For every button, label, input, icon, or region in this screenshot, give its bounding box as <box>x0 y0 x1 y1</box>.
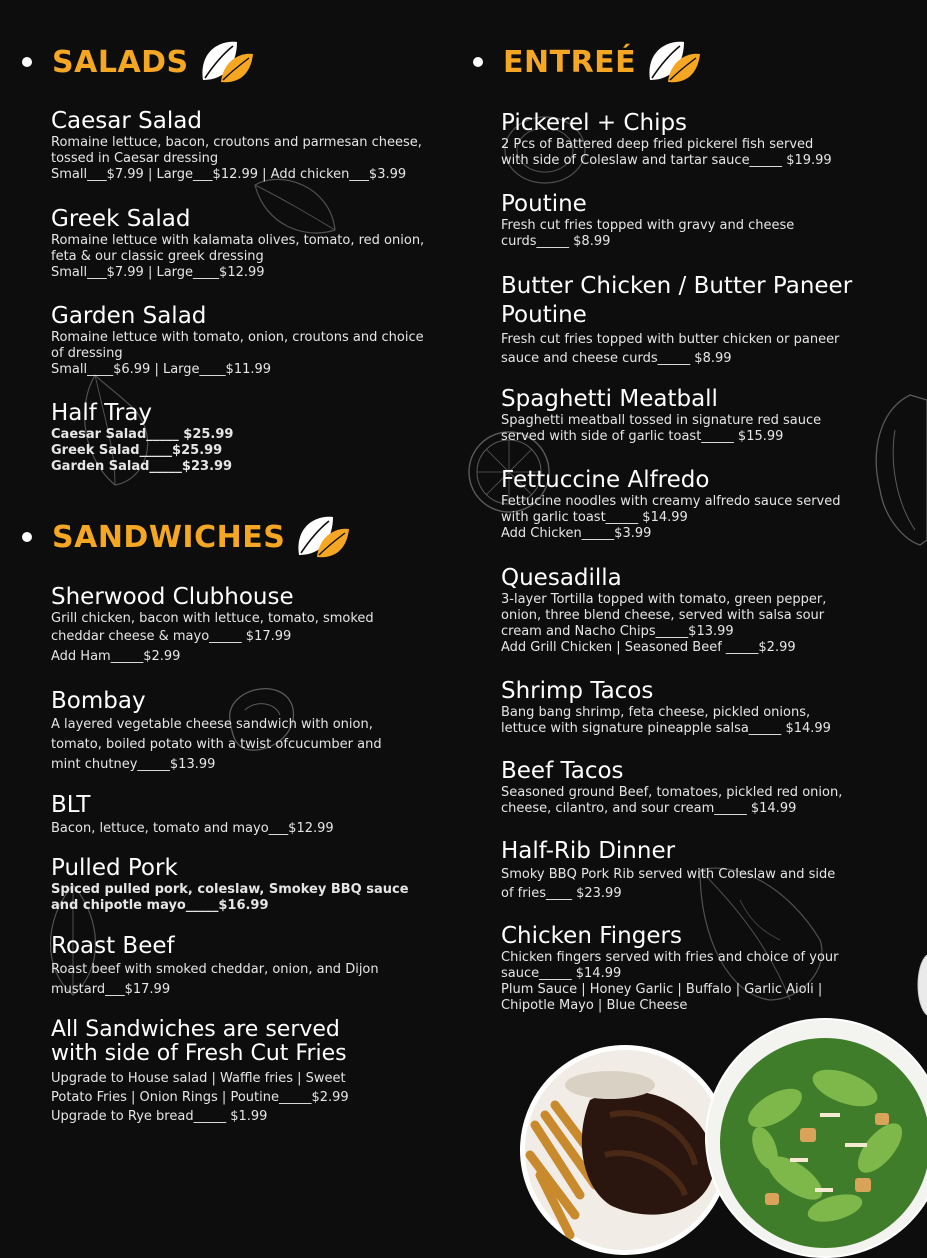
menu-item-roast-beef <box>51 933 461 1000</box>
item-description: onion, three blend cheese, served with salsa sour <box>501 608 825 623</box>
menu-item-spaghetti-meatball <box>501 386 921 445</box>
item-price: of fries____ $23.99 <box>501 886 622 901</box>
item-description: Bang bang shrimp, feta cheese, pickled onions, <box>501 705 811 720</box>
item-sauce-options: Chipotle Mayo | Blue Cheese <box>501 998 688 1013</box>
menu-item-garden-salad <box>51 303 461 378</box>
menu-item-bombay <box>51 688 461 775</box>
item-description: Seasoned ground Beef, tomatoes, pickled red onion, <box>501 785 843 800</box>
item-price: Greek Salad_____$25.99 <box>51 443 223 458</box>
section-title-entree: ENTREÉ <box>503 44 637 80</box>
item-price: mustard___$17.99 <box>51 982 171 997</box>
section-title-salads: SALADS <box>52 44 189 80</box>
item-description: Chicken fingers served with fries and choice of your <box>501 950 839 965</box>
sides-note-title: All Sandwiches are served with side of Fresh Cut Fries <box>51 1017 347 1066</box>
sandwiches-section-header <box>22 515 351 559</box>
item-price: served with side of garlic toast_____ $15.99 <box>501 429 784 444</box>
item-price: Caesar Salad_____ $25.99 <box>51 427 234 442</box>
item-name: Caesar Salad <box>51 108 202 134</box>
item-price: with garlic toast_____ $14.99 <box>501 510 688 525</box>
item-description: of dressing <box>51 346 123 361</box>
item-description: 3-layer Tortilla topped with tomato, green pepper, <box>501 592 827 607</box>
leaf-icon <box>199 40 255 84</box>
item-name: Shrimp Tacos <box>501 678 654 704</box>
item-name: Roast Beef <box>51 933 175 959</box>
item-price: Upgrade to Rye bread_____ $1.99 <box>51 1109 268 1124</box>
item-addon: Add Grill Chicken | Seasoned Beef _____$2.99 <box>501 640 796 655</box>
item-description: tomato, boiled potato with a twist ofcucumber and <box>51 737 382 752</box>
item-price: Small___$7.99 | Large____$12.99 <box>51 265 265 280</box>
item-price: Bacon, lettuce, tomato and mayo___$12.99 <box>51 821 334 836</box>
item-description: 2 Pcs of Battered deep fried pickerel fish served <box>501 137 814 152</box>
item-price: cheddar cheese & mayo_____ $17.99 <box>51 629 292 644</box>
bullet-dot <box>473 57 483 67</box>
menu-item-quesadilla <box>501 565 921 656</box>
item-description: Spaghetti meatball tossed in signature red sauce <box>501 413 822 428</box>
menu-item-half-tray <box>51 400 461 475</box>
item-price: cream and Nacho Chips_____$13.99 <box>501 624 734 639</box>
menu-item-fettuccine-alfredo <box>501 467 921 542</box>
item-price: sauce and cheese curds_____ $8.99 <box>501 351 732 366</box>
item-price: Small___$7.99 | Large___$12.99 | Add chicken___$3.99 <box>51 167 407 182</box>
item-description: Smoky BBQ Pork Rib served with Coleslaw and side <box>501 867 836 882</box>
item-price: lettuce with signature pineapple salsa_____ $14.99 <box>501 721 831 736</box>
item-name: Half Tray <box>51 400 153 426</box>
item-description: Fettucine noodles with creamy alfredo sauce served <box>501 494 841 509</box>
item-name: Half-Rib Dinner <box>501 838 676 864</box>
menu-item-half-rib-dinner <box>501 838 921 903</box>
item-price: and chipotle mayo_____$16.99 <box>51 898 269 913</box>
sandwich-sides-note <box>51 1018 466 1126</box>
menu-item-sherwood-clubhouse <box>51 584 461 665</box>
menu-item-caesar-salad <box>51 108 461 183</box>
item-price: cheese, cilantro, and sour cream_____ $14.99 <box>501 801 797 816</box>
item-description: feta & our classic greek dressing <box>51 249 264 264</box>
item-name: Beef Tacos <box>501 758 624 784</box>
item-description: Fresh cut fries topped with butter chicken or paneer <box>501 332 840 347</box>
item-description: Fresh cut fries topped with gravy and cheese <box>501 218 795 233</box>
menu-item-shrimp-tacos <box>501 678 921 737</box>
item-price: with side of Coleslaw and tartar sauce_____ $19.99 <box>501 153 832 168</box>
item-price: mint chutney_____$13.99 <box>51 757 216 772</box>
caesar-salad-photo <box>705 1018 927 1258</box>
item-description: Roast beef with smoked cheddar, onion, and Dijon <box>51 962 379 977</box>
item-price: Small____$6.99 | Large____$11.99 <box>51 362 272 377</box>
item-description: Grill chicken, bacon with lettuce, tomato, smoked <box>51 611 374 626</box>
item-name: Pickerel + Chips <box>501 110 688 136</box>
item-name: Spaghetti Meatball <box>501 386 718 412</box>
item-sauce-options: Plum Sauce | Honey Garlic | Buffalo | Garlic Aioli | <box>501 982 823 997</box>
item-price: Potato Fries | Onion Rings | Poutine_____$2.99 <box>51 1090 349 1105</box>
leaf-icon <box>295 515 351 559</box>
ribs-and-fries-photo <box>520 1045 730 1255</box>
item-name: Pulled Pork <box>51 855 178 881</box>
item-description: Romaine lettuce with tomato, onion, croutons and choice <box>51 330 424 345</box>
menu-item-chicken-fingers <box>501 923 921 1014</box>
item-price: curds_____ $8.99 <box>501 234 611 249</box>
item-name: BLT <box>51 792 91 818</box>
bullet-dot <box>22 532 32 542</box>
menu-item-pulled-pork <box>51 855 461 914</box>
entree-section-header <box>473 40 702 84</box>
bullet-dot <box>22 57 32 67</box>
item-price: Garden Salad_____$23.99 <box>51 459 233 474</box>
item-addon: Add Chicken_____$3.99 <box>501 526 652 541</box>
item-addon: Add Ham_____$2.99 <box>51 649 181 664</box>
menu-item-pickerel-chips <box>501 110 921 169</box>
menu-item-beef-tacos <box>501 758 921 817</box>
item-name: Greek Salad <box>51 206 191 232</box>
item-description: A layered vegetable cheese sandwich with onion, <box>51 717 373 732</box>
menu-item-greek-salad <box>51 206 461 281</box>
item-name: Garden Salad <box>51 303 207 329</box>
item-description: Spiced pulled pork, coleslaw, Smokey BBQ sauce <box>51 882 409 897</box>
item-name: Fettuccine Alfredo <box>501 467 710 493</box>
item-name: Sherwood Clubhouse <box>51 584 294 610</box>
menu-item-butter-chicken-poutine <box>501 272 926 368</box>
item-name: Quesadilla <box>501 565 622 591</box>
item-description: Romaine lettuce, bacon, croutons and parmesan cheese, <box>51 135 422 150</box>
menu-item-poutine <box>501 191 921 250</box>
leaf-icon <box>646 40 702 84</box>
salads-section-header <box>22 40 255 84</box>
item-description: Romaine lettuce with kalamata olives, tomato, red onion, <box>51 233 425 248</box>
item-name: Bombay <box>51 688 146 714</box>
item-name: Butter Chicken / Butter Paneer Poutine <box>501 273 853 328</box>
item-name: Poutine <box>501 191 587 217</box>
item-price: sauce_____ $14.99 <box>501 966 622 981</box>
item-description: tossed in Caesar dressing <box>51 151 219 166</box>
item-description: Upgrade to House salad | Waffle fries | Sweet <box>51 1071 346 1086</box>
item-name: Chicken Fingers <box>501 923 682 949</box>
section-title-sandwiches: SANDWICHES <box>52 519 286 555</box>
menu-item-blt <box>51 792 461 837</box>
